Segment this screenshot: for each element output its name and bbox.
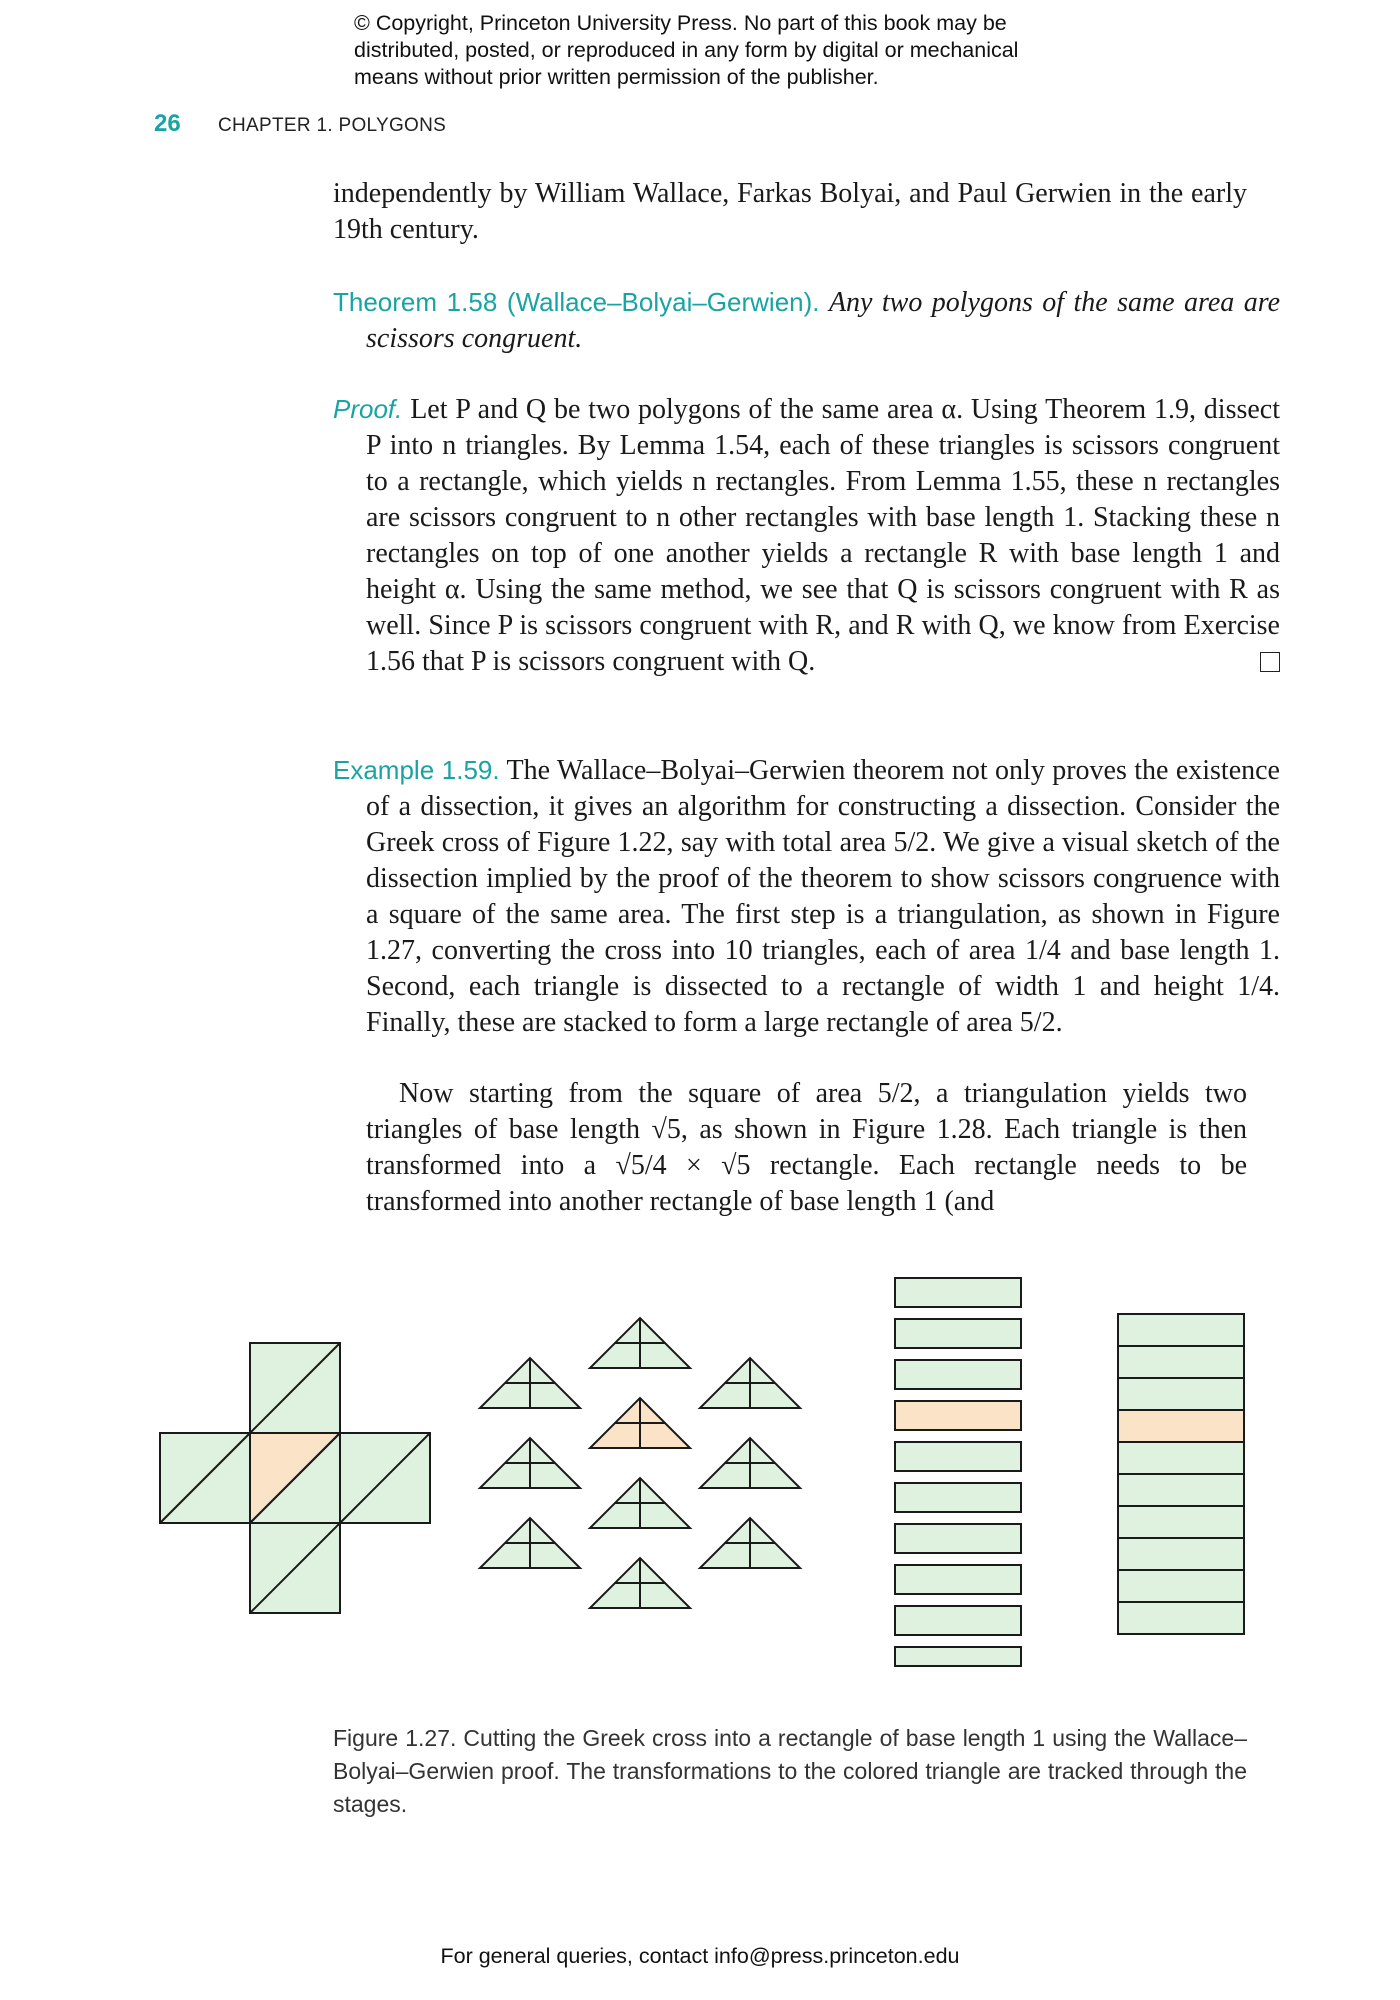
page-number: 26 [154,110,181,137]
theorem-statement: Any two polygons of the same area are scissors congruent. [366,287,1281,354]
example-block [333,752,1280,1041]
figure-svg [150,1268,1260,1668]
figure-caption: Figure 1.27. Cutting the Greek cross into a rectangle of base length 1 using the Wallace–Bolyai–Gerwien proof. The transformations to the colored triangle are tracked through the stages. [333,1725,1247,1817]
stacked-strip-highlight [1118,1410,1244,1442]
example-label: Example 1.59. [333,755,500,785]
stacked-strip [1118,1346,1244,1378]
triangle-piece [700,1438,800,1488]
intro-paragraph: independently by William Wallace, Farkas Bolyai, and Paul Gerwien in the early 19th century. [333,178,1247,245]
triangle-piece [590,1318,690,1368]
stage-greek-cross [160,1343,430,1613]
stacked-strip [1118,1538,1244,1570]
stage-ten-rectangles [895,1278,1021,1666]
rectangle-piece [895,1360,1021,1389]
example-paragraph-2: Now starting from the square of area 5/2, a triangulation yields two triangles of base length √5, as shown in Figure 1.28. Each triangle is then transformed into a √5/4 × √5 rectangle. Each rectangle needs to be transformed into another rectangle of base length 1 (and [366,1078,1247,1217]
proof-label: Proof. [333,394,403,424]
theorem-block [333,284,1280,357]
stacked-strip [1118,1602,1244,1634]
triangle-piece [700,1358,800,1408]
theorem-label: Theorem 1.58 (Wallace–Bolyai–Gerwien). [333,287,820,317]
rectangle-piece [895,1442,1021,1471]
proof-text: Let P and Q be two polygons of the same area α. Using Theorem 1.9, dissect P into n triangles. By Lemma 1.54, each of these triangles is scissors congruent to a rectangle, which yields n rectangles. From Lemma 1.55, these n rectangles are scissors congruent to n other rectangles with base length 1. Stacking these n rectangles on top of one another yields a rectangle R with base length 1 and height α. Using the same method, we see that Q is scissors congruent with R as well. Since P is scissors congruent with R, and R with Q, we know from Exercise 1.56 that P is scissors congruent with Q. [366,394,1281,677]
triangle-piece [590,1478,690,1528]
example-paragraph-1: The Wallace–Bolyai–Gerwien theorem not only proves the existence of a dissection, it gives an algorithm for constructing a dissection. Consider the Greek cross of Figure 1.22, say with total area 5/2. We give a visual sketch of the dissection implied by the proof of the theorem to show scissors congruence with a square of the same area. The first step is a triangulation, as shown in Figure 1.27, converting the cross into 10 triangles, each of area 1/4 and base length 1. Second, each triangle is dissected to a rectangle of width 1 and height 1/4. Finally, these are stacked to form a large rectangle of area 5/2. [366,755,1280,1038]
stacked-strip [1118,1474,1244,1506]
stage-ten-triangles [480,1318,800,1608]
copyright-notice: © Copyright, Princeton University Press. No part of this book may be distributed, posted, or reproduced in any form by digital or mechanical means without prior written permission of the publisher. [354,11,1019,89]
rectangle-piece [895,1278,1021,1307]
triangle-piece [700,1518,800,1568]
stacked-strip [1118,1442,1244,1474]
rectangle-piece [895,1319,1021,1348]
triangle-piece [480,1518,580,1568]
qed-box-icon [1260,652,1280,672]
rectangle-piece [895,1524,1021,1553]
chapter-title: CHAPTER 1. POLYGONS [218,115,447,136]
proof-block [333,391,1280,680]
triangle-piece [590,1558,690,1608]
rectangle-piece [895,1565,1021,1594]
stacked-strip [1118,1378,1244,1410]
rectangle-piece [895,1606,1021,1635]
stacked-strip [1118,1570,1244,1602]
rectangle-piece-highlight [895,1401,1021,1430]
stacked-strip [1118,1314,1244,1346]
triangle-piece-highlight [590,1398,690,1448]
triangle-piece [480,1438,580,1488]
footer-contact: For general queries, contact info@press.princeton.edu [440,1944,960,1968]
stage-stacked-rectangle [1118,1314,1244,1634]
triangle-piece [480,1358,580,1408]
stacked-strip [1118,1506,1244,1538]
rectangle-piece [895,1647,1021,1666]
rectangle-piece [895,1483,1021,1512]
running-head [154,110,446,140]
figure-1-27 [150,1268,1260,1668]
example-continuation [333,1076,1247,1220]
